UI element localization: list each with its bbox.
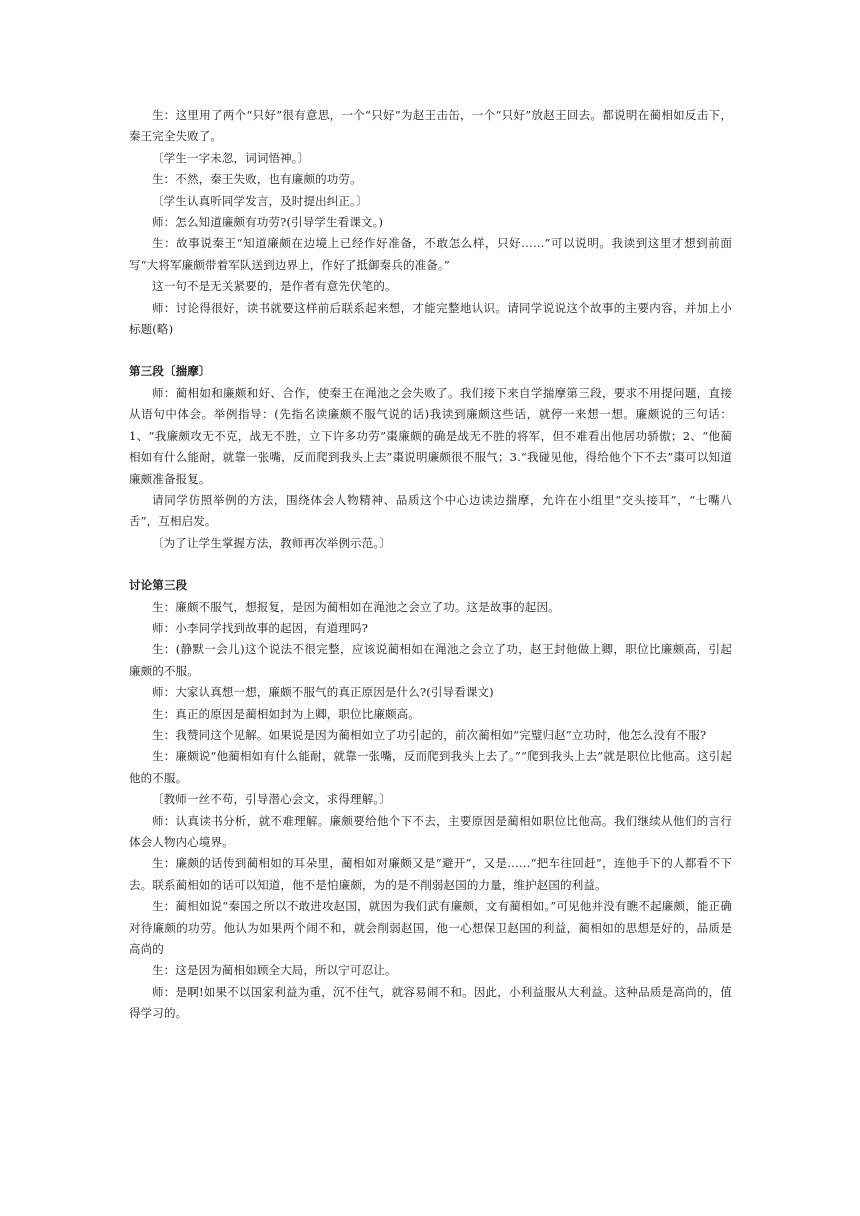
paragraph: 生：故事说秦王“知道廉颇在边境上已经作好准备，不敢怎么样，只好……”可以说明。我读到这里才想到前面写“大将军廉颇带着军队送到边界上，作好了抵御秦兵的准备。” <box>129 236 732 272</box>
paragraph: 生：真正的原因是蔺相如封为上卿，职位比廉颇高。 <box>152 706 420 721</box>
section-discussion <box>129 575 732 1025</box>
section-dialogue-part1 <box>129 105 732 340</box>
paragraph: 师：怎么知道廉颇有功劳?(引导学生看课文。) <box>152 215 384 230</box>
paragraph: 师：讨论得很好，读书就要这样前后联系起来想，才能完整地认识。请同学说说这个故事的主要内容，并加上小标题(略) <box>129 300 732 337</box>
section-heading: 讨论第三段 <box>129 578 188 593</box>
paragraph: 生：廉颇不服气，想报复，是因为蔺相如在渑池之会立了功。这是故事的起因。 <box>152 599 560 614</box>
paragraph: 〔为了让学生掌握方法，教师再次举例示范。〕 <box>152 535 391 550</box>
paragraph: 师：小李同学找到故事的起因，有道理吗? <box>152 620 369 635</box>
paragraph: 生：这是因为蔺相如顾全大局，所以宁可忍让。 <box>152 963 397 978</box>
paragraph: 生：蔺相如说“秦国之所以不敢进攻赵国，就因为我们武有廉颇，文有蔺相如。”可见他并没有瞧不起廉颇，能正确对待廉颇的功劳。他认为如果两个闹不和，就会削弱赵国，他一心想保卫赵国的利益，蔺相如的思想是好的，品质是高尚的 <box>129 899 732 957</box>
paragraph: 〔学生一字未忽，词词悟神。〕 <box>152 150 310 165</box>
paragraph: 〔教师一丝不苟，引导潜心会文，求得理解。〕 <box>152 792 391 807</box>
paragraph: 师：是啊!如果不以国家利益为重，沉不住气，就容易闹不和。因此，小利益服从大利益。这种品质是高尚的，值得学习的。 <box>129 984 732 1021</box>
paragraph: 生：不然，秦王失败，也有廉颇的功劳。 <box>152 172 362 187</box>
paragraph: 生：(静默一会儿)这个说法不很完整，应该说蔺相如在渑池之会立了功，赵王封他做上卿，职位比廉颇高，引起廉颇的不服。 <box>129 642 732 678</box>
section-spacer <box>129 340 732 361</box>
paragraph: 生：这里用了两个“只好”很有意思，一个“只好”为赵王击缶，一个“只好”放赵王回去。都说明在蔺相如反击下，秦王完全失败了。 <box>129 108 732 144</box>
section-spacer <box>129 554 732 575</box>
paragraph: 请同学仿照举例的方法，围绕体会人物精神、品质这个中心边读边揣摩，允许在小组里“交头接耳”，“七嘴八舌”，互相启发。 <box>129 492 732 529</box>
paragraph: 师：认真读书分析，就不难理解。廉颇要给他个下不去，主要原因是蔺相如职位比他高。我们继续从他们的言行体会人物内心境界。 <box>129 813 732 849</box>
paragraph: 〔学生认真听同学发言，及时提出纠正。〕 <box>152 193 368 208</box>
paragraph: 师：大家认真想一想，廉颇不服气的真正原因是什么?(引导看课文) <box>152 685 494 700</box>
document-page <box>129 105 732 1025</box>
section-third-paragraph-study <box>129 361 732 554</box>
section-heading: 第三段〔揣摩〕 <box>129 364 211 379</box>
paragraph: 师：蔺相如和廉颇和好、合作，使秦王在渑池之会失败了。我们接下来自学揣摩第三段，要求不用提问题，直接从语句中体会。举例指导：(先指名读廉颇不服气说的话)我读到廉颇这些话，就停一来想一想。廉颇说的三句话：1、“我廉颇攻无不克，战无不胜，立下许多功劳”棗廉颇的确是战无不胜的将军，但不难看出他居功骄傲；2、“他蔺相如有什么能耐，就靠一张嘴，反而爬到我头上去”棗说明廉颇很不服气；3.“我碰见他，得给他个下不去”棗可以知道廉颇准备报复。 <box>129 385 732 486</box>
paragraph: 生：廉颇说“他蔺相如有什么能耐，就靠一张嘴，反而爬到我头上去了。”“爬到我头上去”就是职位比他高。这引起他的不服。 <box>129 749 732 785</box>
paragraph: 生：我赞同这个见解。如果说是因为蔺相如立了功引起的，前次蔺相如“完璧归赵”立功时，他怎么没有不服? <box>152 727 707 742</box>
paragraph: 这一句不是无关紧要的，是作者有意先伏笔的。 <box>152 279 397 294</box>
paragraph: 生：廉颇的话传到蔺相如的耳朵里，蔺相如对廉颇又是“避开”，又是……“把车往回赶”，连他手下的人都看不下去。联系蔺相如的话可以知道，他不是怕廉颇，为的是不削弱赵国的力量，维护赵国的利益。 <box>129 856 732 892</box>
